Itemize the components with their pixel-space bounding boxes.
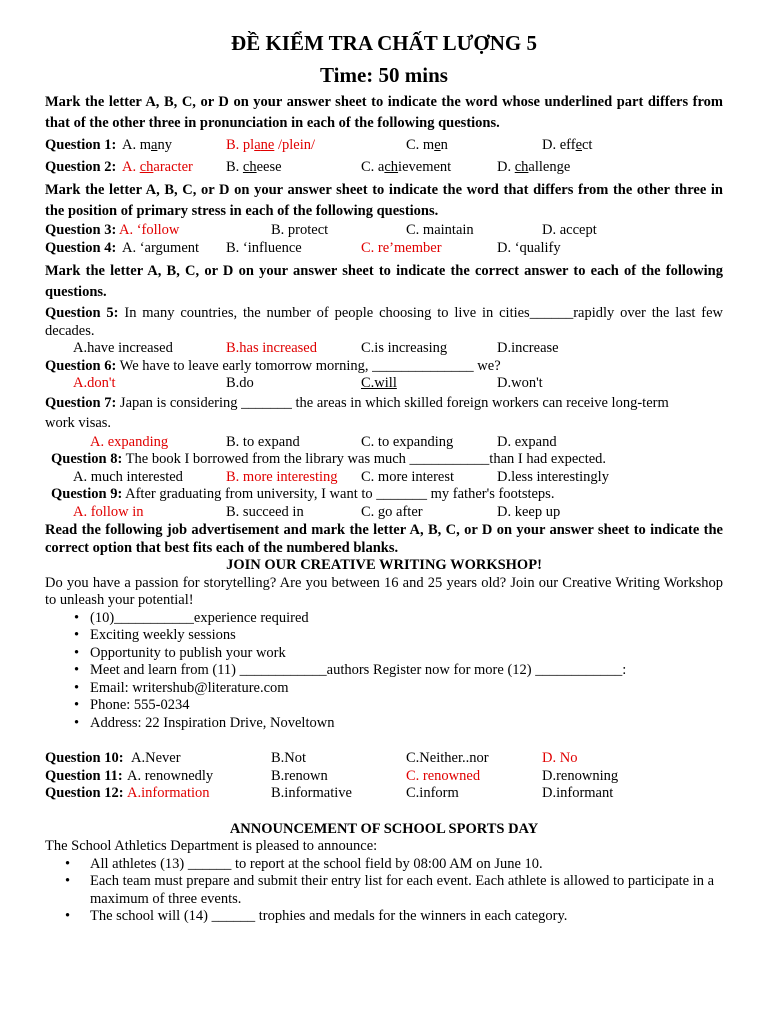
question-label: Question 3: xyxy=(45,222,117,238)
option-d: D. No xyxy=(542,750,578,766)
option-b: B. succeed in xyxy=(226,503,304,520)
option-b: B. cheese xyxy=(226,158,282,175)
option-a: A. follow in xyxy=(73,503,144,520)
option-d: D.won't xyxy=(497,375,543,391)
question-5 xyxy=(45,305,723,340)
option-c: C. more interest xyxy=(361,468,455,485)
question-label: Question 1: xyxy=(45,137,117,153)
ad-bullet-list xyxy=(45,610,723,733)
option-b: B.has increased xyxy=(226,340,317,356)
option-b: B.renown xyxy=(271,767,328,784)
question-7-options xyxy=(45,434,723,452)
question-label: Question 6: xyxy=(45,357,117,374)
announcement-heading: ANNOUNCEMENT OF SCHOOL SPORTS DAY xyxy=(229,820,539,837)
list-item: • Each team must prepare and submit their entry list for each event. Each athlete is allowed to participate in a maximum of three events. xyxy=(45,873,723,908)
option-b: B. plane /plein/ xyxy=(226,137,316,153)
option-c: C. achievement xyxy=(361,158,452,175)
reading-instruction: Read the following job advertisement and mark the letter A, B, C, or D on your answer sheet to indicate the correct option that best fits each of the numbered blanks. xyxy=(45,522,723,556)
question-label: Question 9: xyxy=(51,486,123,502)
question-text: After graduating from university, I want to _______ my father's footsteps. xyxy=(125,486,555,502)
option-b: B.Not xyxy=(271,750,307,766)
question-text: Japan is considering _______ the areas in which skilled foreign workers can receive long-term work visas. xyxy=(45,394,669,431)
question-text: We have to leave early tomorrow morning, ______________ we? xyxy=(119,357,501,374)
exam-time: Time: 50 mins xyxy=(320,63,448,87)
option-a: A. character xyxy=(122,158,193,175)
list-item: • The school will (14) ______ trophies and medals for the winners in each category. xyxy=(45,908,723,926)
option-c: C.Neither..nor xyxy=(406,750,489,766)
option-d: D.increase xyxy=(497,340,559,356)
question-2 xyxy=(45,159,723,177)
question-label: Question 10: xyxy=(45,750,124,766)
option-b: B. ‘influence xyxy=(226,239,302,256)
option-a: A.don't xyxy=(73,375,116,391)
question-8 xyxy=(45,451,723,469)
ad-heading: JOIN OUR CREATIVE WRITING WORKSHOP! xyxy=(226,557,542,573)
option-c: C. go after xyxy=(361,503,423,520)
option-c: C.inform xyxy=(406,785,459,801)
question-7 xyxy=(45,393,723,433)
pronunciation-instruction: Mark the letter A, B, C, or D on your answer sheet to indicate the word whose underlined part differs from that of the other three in pronunciation in each of the following questions. xyxy=(45,94,723,131)
question-label: Question 5: xyxy=(45,305,119,321)
option-a: A.Never xyxy=(131,750,181,766)
option-d: D. keep up xyxy=(497,503,561,520)
question-3 xyxy=(45,222,723,240)
option-b: B. protect xyxy=(271,222,329,238)
option-c: C.is increasing xyxy=(361,340,448,356)
question-12 xyxy=(45,785,723,803)
option-b: B. to expand xyxy=(226,433,300,450)
list-item: • Opportunity to publish your work xyxy=(45,645,723,663)
question-9 xyxy=(45,486,723,504)
question-11 xyxy=(45,768,723,786)
question-5-options xyxy=(45,340,723,358)
option-a: A.information xyxy=(127,785,210,801)
option-d: D. accept xyxy=(542,222,597,238)
option-d: D. expand xyxy=(497,433,557,450)
option-c: C. men xyxy=(406,137,448,153)
list-item: • (10)___________experience required xyxy=(45,610,723,628)
question-9-options xyxy=(45,504,723,522)
option-d: D.informant xyxy=(542,785,614,801)
question-label: Question 12: xyxy=(45,785,124,801)
list-item: • Phone: 555-0234 xyxy=(45,697,723,715)
option-a: A. many xyxy=(122,137,172,153)
question-text: The book I borrowed from the library was much ___________than I had expected. xyxy=(125,451,607,467)
option-d: D.renowning xyxy=(542,767,619,784)
option-b: B. more interesting xyxy=(226,468,338,485)
option-b: B.do xyxy=(226,375,254,391)
question-label: Question 11: xyxy=(45,767,123,784)
question-6-options xyxy=(45,375,723,393)
list-item: • Meet and learn from (11) ____________authors Register now for more (12) ____________: xyxy=(45,662,723,680)
question-8-options xyxy=(45,469,723,487)
ad-intro: Do you have a passion for storytelling? Are you between 16 and 25 years old? Join our Creative Writing Workshop to unleash your potential! xyxy=(45,574,723,608)
stress-instruction: Mark the letter A, B, C, or D on your answer sheet to indicate the word that differs from the other three in the position of primary stress in each of the following questions. xyxy=(45,182,723,219)
option-c: C. re’member xyxy=(361,239,442,256)
option-c: C. renowned xyxy=(406,767,481,784)
question-text: In many countries, the number of people choosing to live in cities______rapidly over the last few decades. xyxy=(45,305,723,339)
question-label: Question 8: xyxy=(51,451,123,467)
question-6 xyxy=(45,358,723,376)
list-item: • Address: 22 Inspiration Drive, Noveltown xyxy=(45,715,723,733)
list-item: • Email: writershub@literature.com xyxy=(45,680,723,698)
option-b: B.informative xyxy=(271,785,352,801)
exam-title: ĐỀ KIỂM TRA CHẤT LƯỢNG 5 xyxy=(231,31,537,55)
option-d: D. effect xyxy=(542,137,593,153)
option-d: D. ‘qualify xyxy=(497,239,561,256)
option-a: A.have increased xyxy=(73,340,173,356)
announcement-bullet-list xyxy=(45,856,723,926)
question-label: Question 4: xyxy=(45,239,117,256)
option-c: C.will xyxy=(361,375,397,391)
announcement-intro: The School Athletics Department is pleased to announce: xyxy=(45,838,378,854)
exam-page xyxy=(45,30,723,926)
question-4 xyxy=(45,240,723,258)
question-10 xyxy=(45,750,723,768)
option-a: A. ‘argument xyxy=(122,239,200,256)
question-label: Question 7: xyxy=(45,394,117,411)
list-item: • All athletes (13) ______ to report at the school field by 08:00 AM on June 10. xyxy=(45,856,723,874)
option-a: A. much interested xyxy=(73,468,183,485)
option-a: A. renownedly xyxy=(127,767,214,784)
option-a: A. expanding xyxy=(90,433,169,450)
option-a: A. ‘follow xyxy=(119,222,180,238)
option-d: D. challenge xyxy=(497,158,571,175)
question-1 xyxy=(45,137,723,155)
option-c: C. to expanding xyxy=(361,433,454,450)
question-label: Question 2: xyxy=(45,158,117,175)
option-d: D.less interestingly xyxy=(497,468,609,485)
list-item: • Exciting weekly sessions xyxy=(45,627,723,645)
option-c: C. maintain xyxy=(406,222,474,238)
correct-answer-instruction: Mark the letter A, B, C, or D on your answer sheet to indicate the correct answer to each of the following questions. xyxy=(45,263,723,300)
